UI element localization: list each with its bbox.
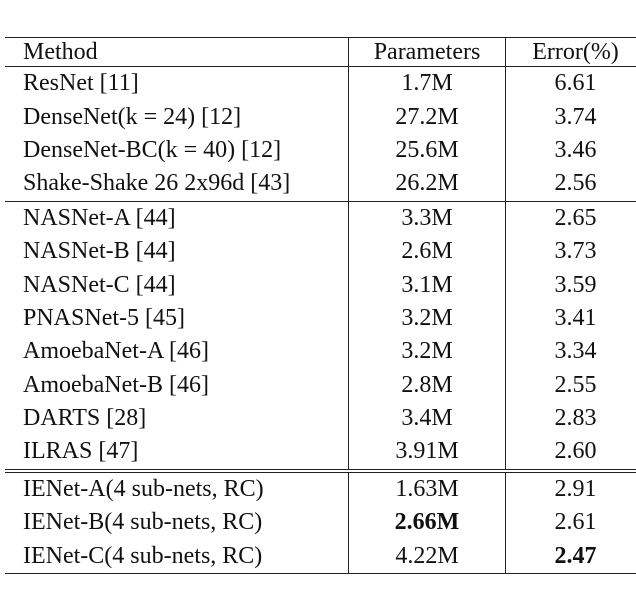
results-table <box>5 37 636 574</box>
method-cell: NASNet-B [44] <box>23 238 176 265</box>
method-cell: PNASNet-5 [45] <box>23 304 185 331</box>
parameters-cell: 1.7M <box>349 67 506 101</box>
error-cell-bold: 2.47 <box>554 542 597 569</box>
table-row <box>5 402 636 435</box>
parameters-cell <box>349 506 506 539</box>
header-method: Method <box>23 39 98 65</box>
parameters-cell: 25.6M <box>349 134 506 167</box>
parameters-cell: 1.63M <box>349 471 506 506</box>
method-cell: ILRAS [47] <box>23 438 139 465</box>
table-row <box>5 369 636 402</box>
error-cell: 3.74 <box>554 103 597 130</box>
error-cell: 2.91 <box>506 471 636 506</box>
table-row <box>5 100 636 133</box>
error-cell: 2.83 <box>554 405 597 432</box>
parameters-cell: 2.6M <box>349 235 506 268</box>
parameters-cell: 27.2M <box>349 100 506 133</box>
table-row <box>5 302 636 335</box>
method-cell: AmoebaNet-B [46] <box>23 371 209 398</box>
error-cell: 3.59 <box>554 271 597 298</box>
method-cell: NASNet-A [44] <box>5 201 349 235</box>
table-row <box>5 471 636 506</box>
header-row <box>5 38 636 67</box>
method-cell: IENet-C(4 sub-nets, RC) <box>5 539 349 573</box>
table-row <box>5 67 636 101</box>
parameters-cell: 3.4M <box>349 402 506 435</box>
table-row <box>5 435 636 470</box>
parameters-cell: 3.91M <box>349 435 506 470</box>
table-row <box>5 539 636 573</box>
method-cell: Shake-Shake 26 2x96d [43] <box>23 170 291 197</box>
header-error: Error(%) <box>532 39 619 65</box>
error-cell: 3.41 <box>554 304 597 331</box>
parameters-cell: 4.22M <box>349 539 506 573</box>
parameters-cell: 3.2M <box>349 335 506 368</box>
error-cell: 2.60 <box>554 438 597 465</box>
error-cell <box>506 539 636 573</box>
table-row <box>5 201 636 235</box>
table-row <box>5 506 636 539</box>
parameters-cell: 3.1M <box>349 268 506 301</box>
method-cell: IENet-B(4 sub-nets, RC) <box>23 509 263 536</box>
method-cell: NASNet-C [44] <box>23 271 176 298</box>
error-cell: 3.46 <box>554 136 597 163</box>
parameters-cell: 3.2M <box>349 302 506 335</box>
error-cell: 2.65 <box>506 201 636 235</box>
table-row <box>5 335 636 368</box>
error-cell: 2.61 <box>554 509 597 536</box>
method-cell: AmoebaNet-A [46] <box>23 338 209 365</box>
parameters-cell: 26.2M <box>349 167 506 201</box>
method-cell: DenseNet(k = 24) [12] <box>23 103 242 130</box>
error-cell: 2.55 <box>554 371 597 398</box>
error-cell: 3.34 <box>554 338 597 365</box>
method-cell: IENet-A(4 sub-nets, RC) <box>5 471 349 506</box>
table-row <box>5 235 636 268</box>
table-row <box>5 134 636 167</box>
header-parameters: Parameters <box>349 38 506 67</box>
parameters-cell-bold: 2.66M <box>394 509 460 536</box>
error-cell: 6.61 <box>554 70 597 97</box>
method-cell: DARTS [28] <box>23 405 147 432</box>
method-cell: DenseNet-BC(k = 40) [12] <box>23 136 282 163</box>
parameters-cell: 3.3M <box>349 201 506 235</box>
table-row <box>5 268 636 301</box>
error-cell: 3.73 <box>554 238 597 265</box>
table-row <box>5 167 636 201</box>
method-cell: ResNet [11] <box>23 70 139 97</box>
error-cell: 2.56 <box>554 170 597 197</box>
parameters-cell: 2.8M <box>349 369 506 402</box>
